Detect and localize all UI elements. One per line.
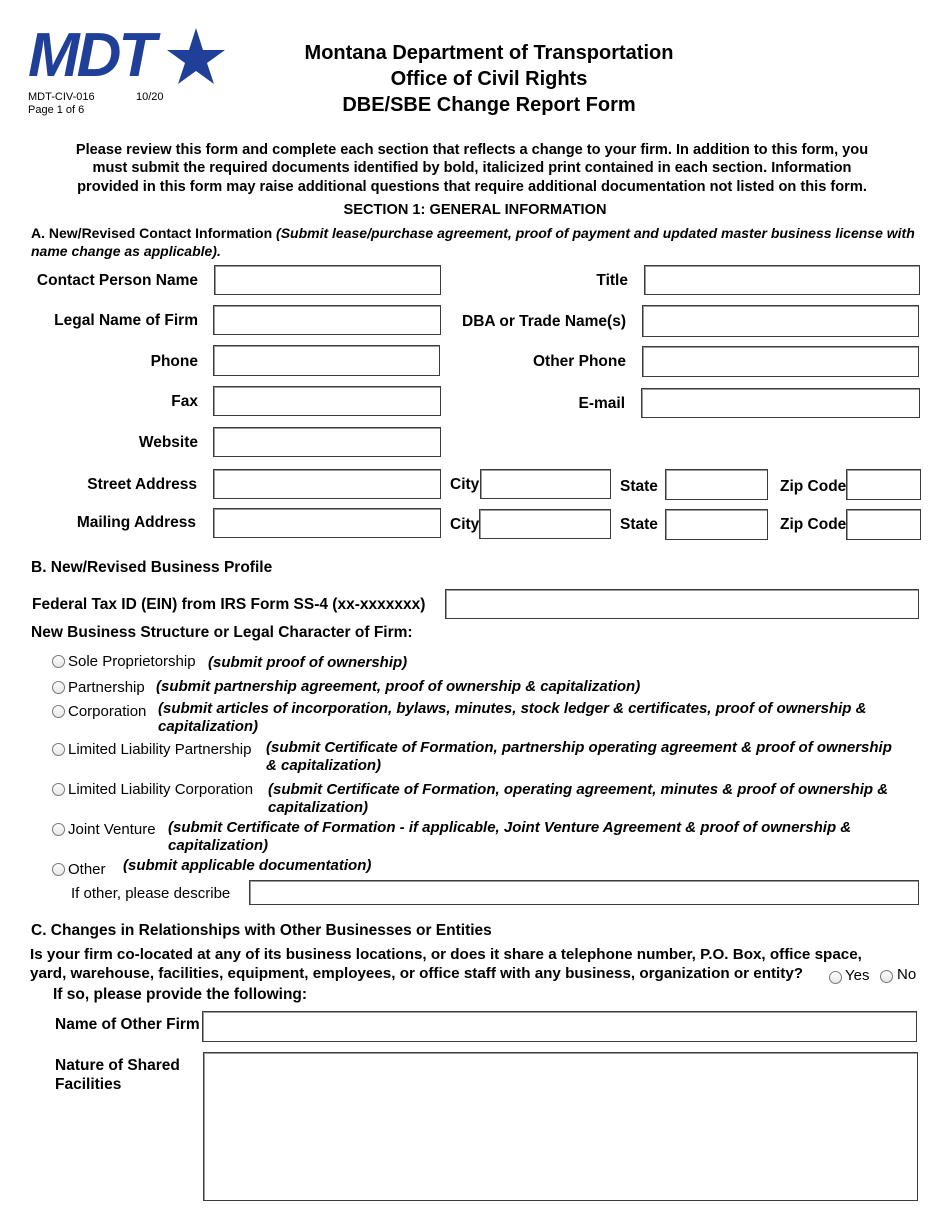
other-phone-input[interactable] [642,346,919,377]
other-label: Other [68,861,106,878]
section-c-question-2: yard, warehouse, facilities, equipment, employees, or office staff with any business, organization or entity? [30,965,804,982]
street-address-input[interactable] [213,469,441,499]
sole-label: Sole Proprietorship [68,653,196,670]
title-label: Title [596,272,628,289]
shared-facilities-label-1: Nature of Shared [55,1057,180,1074]
website-label: Website [138,434,198,451]
dba-input[interactable] [642,305,919,337]
shared-facilities-input[interactable] [203,1052,918,1201]
phone-label: Phone [150,353,198,370]
title-input[interactable] [644,265,920,295]
other-describe-input[interactable] [249,880,919,905]
dba-label: DBA or Trade Name(s) [462,313,626,330]
llc-note-2: capitalization) [268,799,369,816]
sole-radio[interactable] [52,655,65,668]
header-title-3: DBE/SBE Change Report Form [342,94,636,116]
street-address-label: Street Address [87,476,197,493]
mailing-zip-label: Zip Code [780,516,847,533]
other-firm-input[interactable] [202,1011,917,1042]
mailing-zip-input[interactable] [846,509,921,540]
colocated-yes-label: Yes [845,967,870,984]
ein-label: Federal Tax ID (EIN) from IRS Form SS-4 (xx-xxxxxxx) [32,596,426,613]
section-b-heading: B. New/Revised Business Profile [31,559,273,576]
section-a-title: A. New/Revised Contact Information [31,225,273,241]
mailing-city-label: City [450,516,480,533]
other-phone-label: Other Phone [532,353,626,370]
mdt-logo [28,21,228,90]
mailing-address-input[interactable] [213,508,441,538]
section-c-question-1: Is your firm co-located at any of its business locations, or does it share a telephone number, P.O. Box, office space, [30,946,862,963]
llp-note-1: (submit Certificate of Formation, partnership operating agreement & proof of ownership [266,739,892,756]
street-zip-input[interactable] [846,469,921,500]
logo-text: MDT [28,21,154,90]
mailing-state-input[interactable] [665,509,768,540]
llc-note-1: (submit Certificate of Formation, operating agreement, minutes & proof of ownership & [268,781,889,798]
section-a-note-1: (Submit lease/purchase agreement, proof of payment and updated master business license with [276,225,915,241]
corporation-label: Corporation [68,703,147,720]
other-radio[interactable] [52,863,65,876]
other-note: (submit applicable documentation) [123,857,372,874]
if-so-label: If so, please provide the following: [53,986,308,1003]
legal-name-label: Legal Name of Firm [54,312,198,329]
fax-input[interactable] [213,386,441,416]
street-state-input[interactable] [665,469,768,500]
header-title-2: Office of Civil Rights [390,68,588,90]
colocated-yes-radio[interactable] [829,971,842,984]
llp-note-2: & capitalization) [266,757,382,774]
form-date: 10/20 [136,91,164,103]
sole-note: (submit proof of ownership) [208,654,408,671]
street-city-input[interactable] [480,469,611,499]
intro-line-2: must submit the required documents identified by bold, italicized print contained in each section. Information [92,160,852,176]
jv-label: Joint Venture [68,821,156,838]
llp-radio[interactable] [52,743,65,756]
contact-person-label: Contact Person Name [36,272,198,289]
section-1-title: SECTION 1: GENERAL INFORMATION [343,202,607,218]
mailing-city-input[interactable] [479,509,611,539]
llp-label: Limited Liability Partnership [68,741,252,758]
other-firm-label: Name of Other Firm [55,1016,200,1033]
corporation-note-2: capitalization) [158,718,259,735]
email-label: E-mail [578,395,625,412]
section-a-note-2: name change as applicable). [31,243,221,259]
website-input[interactable] [213,427,441,457]
colocated-no-label: No [897,966,917,983]
colocated-no-radio[interactable] [880,970,893,983]
partnership-label: Partnership [68,679,145,696]
llc-label: Limited Liability Corporation [68,781,254,798]
mailing-address-label: Mailing Address [76,514,196,531]
form-id: MDT-CIV-016 [28,91,95,103]
header-title-1: Montana Department of Transportation [304,42,674,64]
corporation-radio[interactable] [52,705,65,718]
ein-input[interactable] [445,589,919,619]
jv-note-1: (submit Certificate of Formation - if applicable, Joint Venture Agreement & proof of ownership & [168,819,852,836]
phone-input[interactable] [213,345,440,376]
contact-person-input[interactable] [214,265,441,295]
partnership-radio[interactable] [52,681,65,694]
street-zip-label: Zip Code [780,478,847,495]
intro-line-3: provided in this form may raise additional questions that require additional documentation not listed on this form. [77,179,867,195]
jv-note-2: capitalization) [168,837,269,854]
mailing-state-label: State [620,516,658,533]
llc-radio[interactable] [52,783,65,796]
intro-line-1: Please review this form and complete each section that reflects a change to your firm. In addition to this form, you [75,142,869,158]
other-describe-label: If other, please describe [71,885,231,902]
section-c-heading: C. Changes in Relationships with Other Businesses or Entities [31,922,492,939]
section-a-heading [31,224,931,243]
partnership-note: (submit partnership agreement, proof of ownership & capitalization) [156,678,641,695]
structure-label: New Business Structure or Legal Character of Firm: [31,624,413,641]
legal-name-input[interactable] [213,305,441,335]
street-state-label: State [620,478,658,495]
street-city-label: City [450,476,480,493]
email-input[interactable] [641,388,920,418]
fax-label: Fax [171,393,198,410]
page-number: Page 1 of 6 [28,104,85,116]
corporation-note-1: (submit articles of incorporation, bylaws, minutes, stock ledger & certificates, proof of ownership & [158,700,867,717]
jv-radio[interactable] [52,823,65,836]
shared-facilities-label-2: Facilities [55,1076,122,1093]
